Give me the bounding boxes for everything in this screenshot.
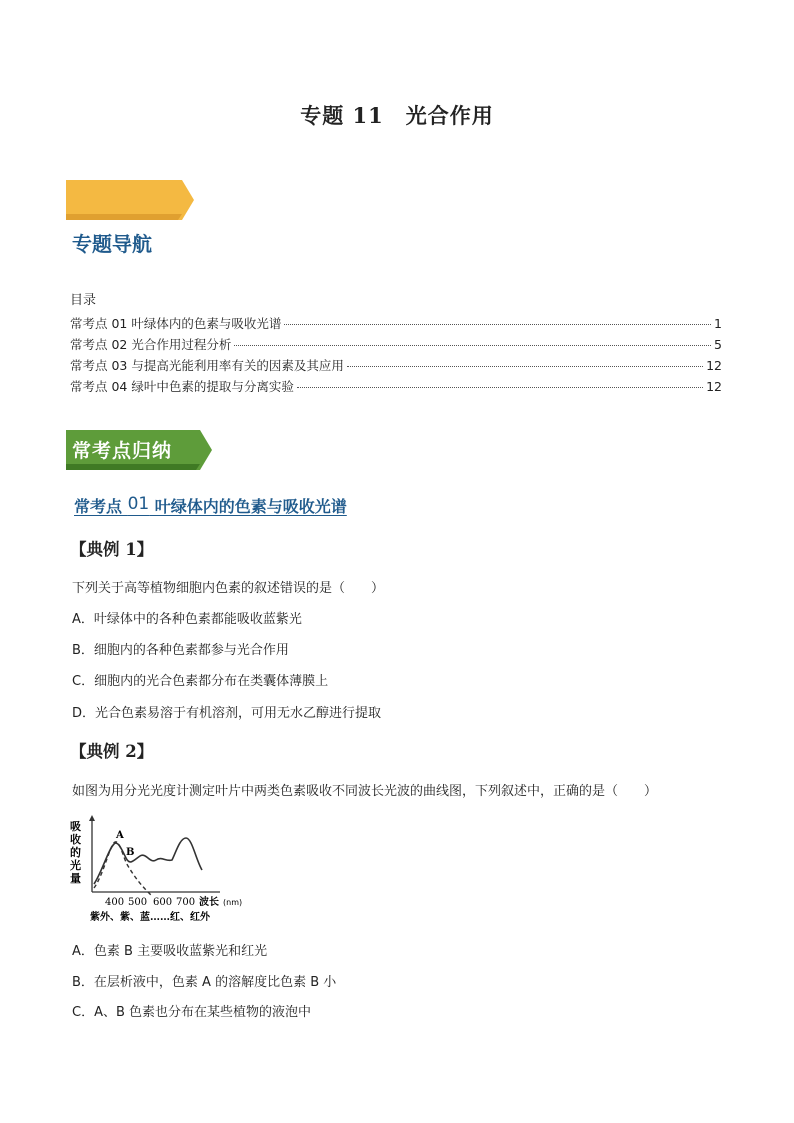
toc-item[interactable] bbox=[70, 314, 722, 335]
figure-xtick: 700 bbox=[176, 897, 196, 908]
figure-ylabel-char: 收 bbox=[70, 833, 81, 846]
page-title: 专题 11 光合作用 bbox=[300, 103, 494, 128]
example-1-question: 下列关于高等植物细胞内色素的叙述错误的是（ ） bbox=[72, 581, 385, 596]
toc-heading: 目录 bbox=[70, 293, 97, 308]
toc-item-page: 5 bbox=[714, 337, 722, 352]
curve-a bbox=[94, 842, 152, 896]
toc-item[interactable] bbox=[70, 356, 722, 377]
toc-item[interactable] bbox=[70, 377, 722, 398]
figure-ylabel-char: 吸 bbox=[70, 820, 81, 833]
figure-spectrum-note: 紫外、紫、蓝……红、红外 bbox=[90, 912, 210, 923]
toc-item-label: 常考点 02 光合作用过程分析 bbox=[70, 337, 232, 352]
example-1-heading: 【典例 1】 bbox=[70, 540, 154, 559]
toc-item-label: 常考点 03 与提高光能利用率有关的因素及其应用 bbox=[70, 358, 344, 373]
figure-xtick: 600 bbox=[153, 897, 173, 908]
example-2-option-b: B．在层析液中，色素 A 的溶解度比色素 B 小 bbox=[72, 975, 337, 990]
example-2-option-c: C．A、B 色素也分布在某些植物的液泡中 bbox=[72, 1005, 312, 1020]
figure-xtick: 500 bbox=[128, 897, 148, 908]
table-of-contents bbox=[70, 314, 722, 398]
point-number: 01 bbox=[127, 494, 150, 514]
curve-b-label: B bbox=[126, 847, 135, 858]
figure-xunit: (nm) bbox=[223, 898, 243, 907]
nav-banner-decoration bbox=[66, 180, 194, 220]
example-1-option-b: B．细胞内的各种色素都参与光合作用 bbox=[72, 643, 289, 658]
section-heading-summary: 常考点归纳 bbox=[72, 440, 173, 462]
figure-ylabel-char: 光 bbox=[70, 859, 81, 872]
example-2-option-a: A．色素 B 主要吸收蓝紫光和红光 bbox=[72, 944, 268, 959]
figure-ylabel-char: 量 bbox=[70, 872, 81, 885]
figure-xlabel: 波长 bbox=[199, 897, 219, 908]
figure-xtick: 400 bbox=[105, 897, 125, 908]
toc-leader-dots bbox=[234, 345, 711, 346]
toc-item-page: 12 bbox=[706, 379, 722, 394]
example-1-option-c: C．细胞内的光合色素都分布在类囊体薄膜上 bbox=[72, 674, 329, 689]
figure-y-arrow bbox=[89, 815, 95, 821]
toc-item-page: 1 bbox=[714, 316, 722, 331]
example-1-option-a: A．叶绿体中的各种色素都能吸收蓝紫光 bbox=[72, 612, 302, 627]
toc-leader-dots bbox=[284, 324, 711, 325]
toc-item[interactable] bbox=[70, 335, 722, 356]
toc-item-label: 常考点 01 叶绿体内的色素与吸收光谱 bbox=[70, 316, 282, 331]
toc-leader-dots bbox=[347, 366, 703, 367]
figure-ylabel-char: 的 bbox=[70, 846, 81, 859]
point-heading[interactable] bbox=[74, 494, 347, 517]
curve-b bbox=[94, 838, 202, 884]
section-heading-nav: 专题导航 bbox=[72, 232, 152, 256]
absorption-spectrum-figure bbox=[68, 814, 248, 930]
toc-item-label: 常考点 04 绿叶中色素的提取与分离实验 bbox=[70, 379, 294, 394]
point-title: 叶绿体内的色素与吸收光谱 bbox=[149, 497, 347, 516]
curve-a-label: A bbox=[116, 830, 124, 841]
toc-leader-dots bbox=[297, 387, 703, 388]
toc-item-page: 12 bbox=[706, 358, 722, 373]
point-prefix: 常考点 bbox=[74, 497, 128, 516]
example-1-option-d: D．光合色素易溶于有机溶剂，可用无水乙醇进行提取 bbox=[72, 706, 382, 721]
example-2-heading: 【典例 2】 bbox=[70, 742, 154, 761]
example-2-question: 如图为用分光光度计测定叶片中两类色素吸收不同波长光波的曲线图，下列叙述中，正确的是（ ） bbox=[72, 784, 658, 799]
